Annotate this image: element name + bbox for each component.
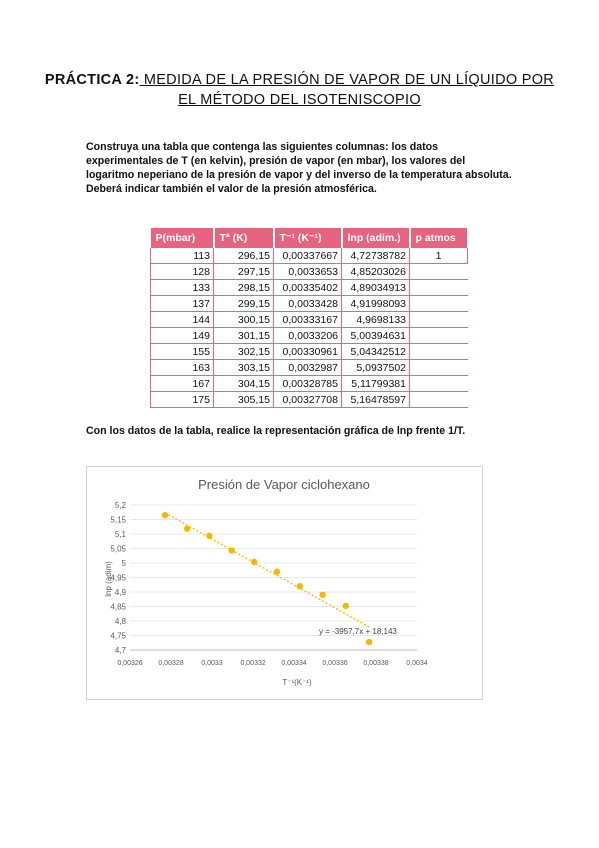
data-points bbox=[162, 512, 373, 645]
y-tick-label: 5,15 bbox=[110, 515, 126, 525]
x-axis-ticks bbox=[117, 660, 427, 667]
table-cell: 167 bbox=[151, 376, 214, 392]
table-cell: 298,15 bbox=[214, 280, 274, 296]
table-cell: 4,85203026 bbox=[342, 264, 410, 280]
table-cell: 1 bbox=[410, 248, 468, 264]
table-row bbox=[151, 280, 468, 296]
table-cell: 0,00327708 bbox=[274, 392, 342, 408]
x-tick-label: 0,0033 bbox=[201, 660, 223, 667]
header-temperature: Tª (K) bbox=[214, 228, 274, 248]
table-cell bbox=[410, 296, 468, 312]
table-cell: 144 bbox=[151, 312, 214, 328]
table-row bbox=[151, 376, 468, 392]
chart-title: Presión de Vapor ciclohexano bbox=[198, 477, 370, 492]
table-cell: 0,0033428 bbox=[274, 296, 342, 312]
x-tick-label: 0,0034 bbox=[406, 660, 428, 667]
table-row bbox=[151, 328, 468, 344]
table-cell: 0,0033653 bbox=[274, 264, 342, 280]
data-point bbox=[229, 547, 235, 553]
chart-instruction: Con los datos de la tabla, realice la representación gráfica de lnp frente 1/T. bbox=[86, 425, 466, 437]
table-cell: 137 bbox=[151, 296, 214, 312]
table-cell: 133 bbox=[151, 280, 214, 296]
table-cell: 299,15 bbox=[214, 296, 274, 312]
x-tick-label: 0,00328 bbox=[158, 660, 184, 667]
table-cell bbox=[410, 264, 468, 280]
table-row bbox=[151, 296, 468, 312]
data-point bbox=[184, 526, 190, 532]
header-pressure: P(mbar) bbox=[151, 228, 214, 248]
table-cell: 302,15 bbox=[214, 344, 274, 360]
trendline bbox=[165, 513, 369, 627]
table-cell: 128 bbox=[151, 264, 214, 280]
y-tick-label: 4,7 bbox=[114, 646, 126, 655]
table-row bbox=[151, 392, 468, 408]
table-cell: 300,15 bbox=[214, 312, 274, 328]
table-cell bbox=[410, 360, 468, 376]
header-inverse-temperature: T⁻¹ (K⁻¹) bbox=[274, 228, 342, 248]
table-cell: 149 bbox=[151, 328, 214, 344]
table-row bbox=[151, 312, 468, 328]
table-cell: 0,00328785 bbox=[274, 376, 342, 392]
chart-container bbox=[86, 466, 483, 700]
table-cell: 5,16478597 bbox=[342, 392, 410, 408]
table-cell bbox=[410, 280, 468, 296]
table-cell: 4,9698133 bbox=[342, 312, 410, 328]
x-tick-label: 0,00336 bbox=[322, 660, 348, 667]
header-patmos: p atmos bbox=[410, 228, 468, 248]
table-cell: 4,72738782 bbox=[342, 248, 410, 264]
data-table bbox=[150, 228, 469, 408]
table-cell bbox=[410, 328, 468, 344]
document-title bbox=[40, 70, 559, 110]
y-tick-label: 4,75 bbox=[110, 631, 126, 641]
table-cell: 155 bbox=[151, 344, 214, 360]
data-point bbox=[274, 569, 280, 575]
table-row bbox=[151, 248, 468, 264]
table-cell: 0,0032987 bbox=[274, 360, 342, 376]
table-cell: 301,15 bbox=[214, 328, 274, 344]
y-axis-label: lnp (adim) bbox=[104, 561, 113, 597]
table-cell bbox=[410, 376, 468, 392]
table-cell: 5,11799381 bbox=[342, 376, 410, 392]
table-cell: 5,00394631 bbox=[342, 328, 410, 344]
table-cell: 304,15 bbox=[214, 376, 274, 392]
y-tick-label: 5,1 bbox=[114, 530, 126, 539]
data-point bbox=[206, 533, 212, 539]
table-cell bbox=[410, 392, 468, 408]
table-row bbox=[151, 360, 468, 376]
y-tick-label: 4,95 bbox=[110, 573, 126, 583]
y-tick-label: 4,9 bbox=[114, 588, 126, 597]
table-cell: 0,0033206 bbox=[274, 328, 342, 344]
table-cell: 296,15 bbox=[214, 248, 274, 264]
scatter-chart bbox=[87, 467, 482, 699]
y-tick-label: 5 bbox=[121, 559, 126, 568]
table-cell: 5,04342512 bbox=[342, 344, 410, 360]
y-tick-label: 5,05 bbox=[110, 544, 126, 554]
x-tick-label: 0,00338 bbox=[363, 660, 389, 667]
header-lnp: lnp (adim.) bbox=[342, 228, 410, 248]
table-cell: 0,00330961 bbox=[274, 344, 342, 360]
table-cell bbox=[410, 312, 468, 328]
instructions-paragraph: Construya una tabla que contenga las siguientes columnas: los datos experimentales de T (en kelvin), presión de vapor (en mbar), los valores del logaritmo neperiano de la presión de vapor y del inverso de la temperatura absoluta. Deberá indicar también el valor de la presión atmosférica. bbox=[86, 141, 512, 195]
table-cell: 5,0937502 bbox=[342, 360, 410, 376]
x-tick-label: 0,00332 bbox=[240, 660, 266, 667]
trendline-equation: y = -3957,7x + 18,143 bbox=[319, 627, 397, 636]
table-cell: 113 bbox=[151, 248, 214, 264]
table-cell: 4,91998093 bbox=[342, 296, 410, 312]
x-tick-label: 0,00326 bbox=[117, 660, 143, 667]
data-point bbox=[162, 512, 168, 518]
x-tick-label: 0,00334 bbox=[281, 660, 307, 667]
table-cell bbox=[410, 344, 468, 360]
table-header-row bbox=[151, 228, 468, 248]
title-lead: PRÁCTICA 2: bbox=[44, 72, 140, 88]
y-tick-label: 4,85 bbox=[110, 602, 126, 612]
data-point bbox=[320, 592, 326, 598]
table-cell: 303,15 bbox=[214, 360, 274, 376]
table-cell: 0,00333167 bbox=[274, 312, 342, 328]
title-rest: MEDIDA DE LA PRESIÓN DE VAPOR DE UN LÍQUIDO POR EL MÉTODO DEL ISOTENISCOPIO bbox=[139, 72, 555, 108]
y-tick-label: 5,2 bbox=[114, 501, 126, 510]
table-cell: 305,15 bbox=[214, 392, 274, 408]
table-cell: 0,00337667 bbox=[274, 248, 342, 264]
table-cell: 175 bbox=[151, 392, 214, 408]
x-axis-label: T⁻¹(K⁻¹) bbox=[282, 678, 312, 687]
table-row bbox=[151, 344, 468, 360]
table-body bbox=[151, 248, 468, 408]
table-cell: 0,00335402 bbox=[274, 280, 342, 296]
table-cell: 163 bbox=[151, 360, 214, 376]
table-cell: 4,89034913 bbox=[342, 280, 410, 296]
data-point bbox=[343, 603, 349, 609]
data-point bbox=[297, 583, 303, 589]
data-point bbox=[251, 559, 257, 565]
y-tick-label: 4,8 bbox=[114, 617, 126, 626]
data-point bbox=[366, 639, 372, 645]
table-row bbox=[151, 264, 468, 280]
table-cell: 297,15 bbox=[214, 264, 274, 280]
